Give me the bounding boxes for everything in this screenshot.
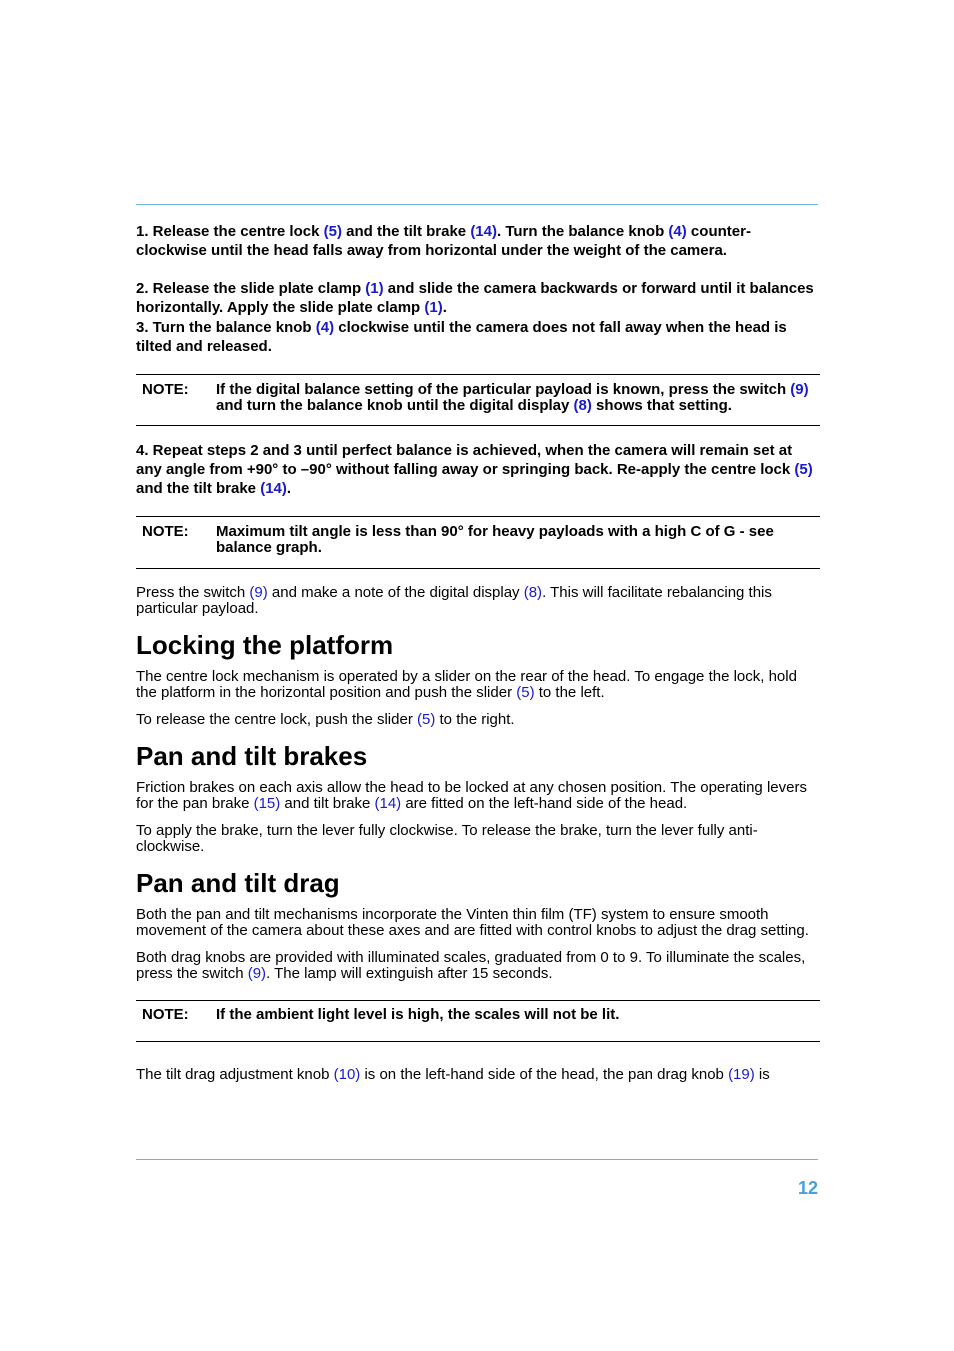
note-label: NOTE:	[142, 523, 189, 540]
paragraph-text: are fitted on the left-hand side of the head.	[401, 795, 688, 812]
ref-link[interactable]: (1)	[424, 299, 443, 316]
section-heading: Pan and tilt brakes	[136, 741, 368, 771]
note-text-part: shows that setting.	[591, 397, 732, 414]
step-3-text: 3. Turn the balance knob	[136, 319, 316, 336]
note-label: NOTE:	[142, 381, 189, 398]
note-box	[136, 1000, 820, 1042]
step-3	[136, 318, 820, 356]
ref-link[interactable]: (14)	[374, 795, 402, 812]
paragraph-text: to the right.	[435, 711, 515, 728]
paragraph-text: The tilt drag adjustment knob	[136, 1066, 334, 1083]
step-3-text: clockwise until the camera does not fall away when the head is tilted and released.	[136, 319, 787, 355]
page-content	[136, 222, 820, 1083]
step-1	[136, 222, 820, 260]
footer-rule	[136, 1159, 818, 1160]
paragraph-text: is on the left-hand side of the head, the pan drag knob	[360, 1066, 729, 1083]
step-4-text: and the tilt brake	[136, 480, 261, 497]
step-1-text: and the tilt brake	[341, 223, 471, 240]
step-2	[136, 279, 820, 317]
paragraph	[136, 669, 820, 701]
step-1-text: counter-clockwise until the head falls away from horizontal under the weight of the camera.	[136, 223, 751, 259]
paragraph-text: The centre lock mechanism is operated by a slider on the rear of the head. To engage the lock, hold the platform in the horizontal position and push the slider	[136, 668, 797, 701]
section-heading: Pan and tilt drag	[136, 868, 340, 898]
step-4-text: 4. Repeat steps 2 and 3 until perfect balance is achieved, when the camera will remain set at any angle from +90° to –90° without falling away or springing back. Re-apply the centre lock	[136, 442, 795, 478]
paragraph-text: is	[754, 1066, 770, 1083]
paragraph	[136, 950, 820, 982]
ref-link[interactable]: (19)	[728, 1066, 755, 1083]
ref-link[interactable]: (9)	[249, 584, 268, 601]
page-number: 12	[797, 1178, 818, 1198]
paragraph-text: . This will facilitate rebalancing this particular payload.	[136, 584, 772, 617]
note-text-part: If the digital balance setting of the particular payload is known, press the switch	[216, 381, 791, 398]
note-text: If the ambient light level is high, the scales will not be lit.	[216, 1006, 620, 1023]
ref-link[interactable]: (5)	[794, 461, 813, 478]
header-rule	[136, 204, 818, 205]
step-2-text: and slide the camera backwards or forward until it balances horizontally. Apply the slide plate clamp	[136, 280, 814, 316]
paragraph-text: and tilt brake	[280, 795, 375, 812]
ref-link[interactable]: (8)	[573, 397, 592, 414]
paragraph: Both the pan and tilt mechanisms incorporate the Vinten thin film (TF) system to ensure smooth movement of the camera about these axes and are fitted with control knobs to adjust the drag setting.	[136, 906, 809, 939]
step-2-text: 2. Release the slide plate clamp	[136, 280, 366, 297]
paragraph	[136, 585, 820, 617]
note-label: NOTE:	[142, 1006, 189, 1023]
ref-link[interactable]: (5)	[417, 711, 436, 728]
paragraph	[136, 712, 820, 728]
ref-link[interactable]: (4)	[315, 319, 335, 336]
paragraph	[136, 1067, 820, 1083]
paragraph-text: . The lamp will extinguish after 15 seconds.	[266, 965, 553, 982]
paragraph-text: Press the switch	[136, 584, 250, 601]
note-box	[136, 374, 820, 426]
ref-link[interactable]: (4)	[668, 223, 687, 240]
ref-link[interactable]: (5)	[516, 684, 535, 701]
step-2-text: .	[442, 299, 447, 316]
paragraph: To apply the brake, turn the lever fully clockwise. To release the brake, turn the lever fully anti-clockwise.	[136, 822, 758, 855]
paragraph-text: to the left.	[534, 684, 605, 701]
section-heading: Locking the platform	[136, 630, 394, 660]
step-4-text: .	[286, 480, 292, 497]
note-text	[216, 382, 820, 414]
paragraph-text: Both drag knobs are provided with illuminated scales, graduated from 0 to 9. To illuminate the scales, press the switch	[136, 949, 806, 982]
ref-link[interactable]: (9)	[790, 381, 809, 398]
paragraph-text: Friction brakes on each axis allow the head to be locked at any chosen position. The operating levers for the pan brake	[136, 779, 807, 812]
paragraph	[136, 780, 820, 812]
ref-link[interactable]: (5)	[323, 223, 342, 240]
step-1-text: . Turn the balance knob	[497, 223, 669, 240]
step-1-text: 1. Release the centre lock	[136, 223, 324, 240]
paragraph-text: To release the centre lock, push the slider	[136, 711, 417, 728]
ref-link[interactable]: (1)	[365, 280, 384, 297]
note-text: Maximum tilt angle is less than 90° for heavy payloads with a high C of G - see balance graph.	[216, 523, 774, 556]
note-box	[136, 516, 820, 569]
ref-link[interactable]: (9)	[247, 965, 267, 982]
ref-link[interactable]: (8)	[523, 584, 543, 601]
paragraph-text: and make a note of the digital display	[267, 584, 524, 601]
note-text-part: and turn the balance knob until the digital display	[216, 397, 574, 414]
ref-link[interactable]: (14)	[470, 223, 497, 240]
ref-link[interactable]: (15)	[253, 795, 281, 812]
ref-link[interactable]: (10)	[333, 1066, 361, 1083]
ref-link[interactable]: (14)	[260, 480, 287, 497]
step-4	[136, 441, 820, 498]
